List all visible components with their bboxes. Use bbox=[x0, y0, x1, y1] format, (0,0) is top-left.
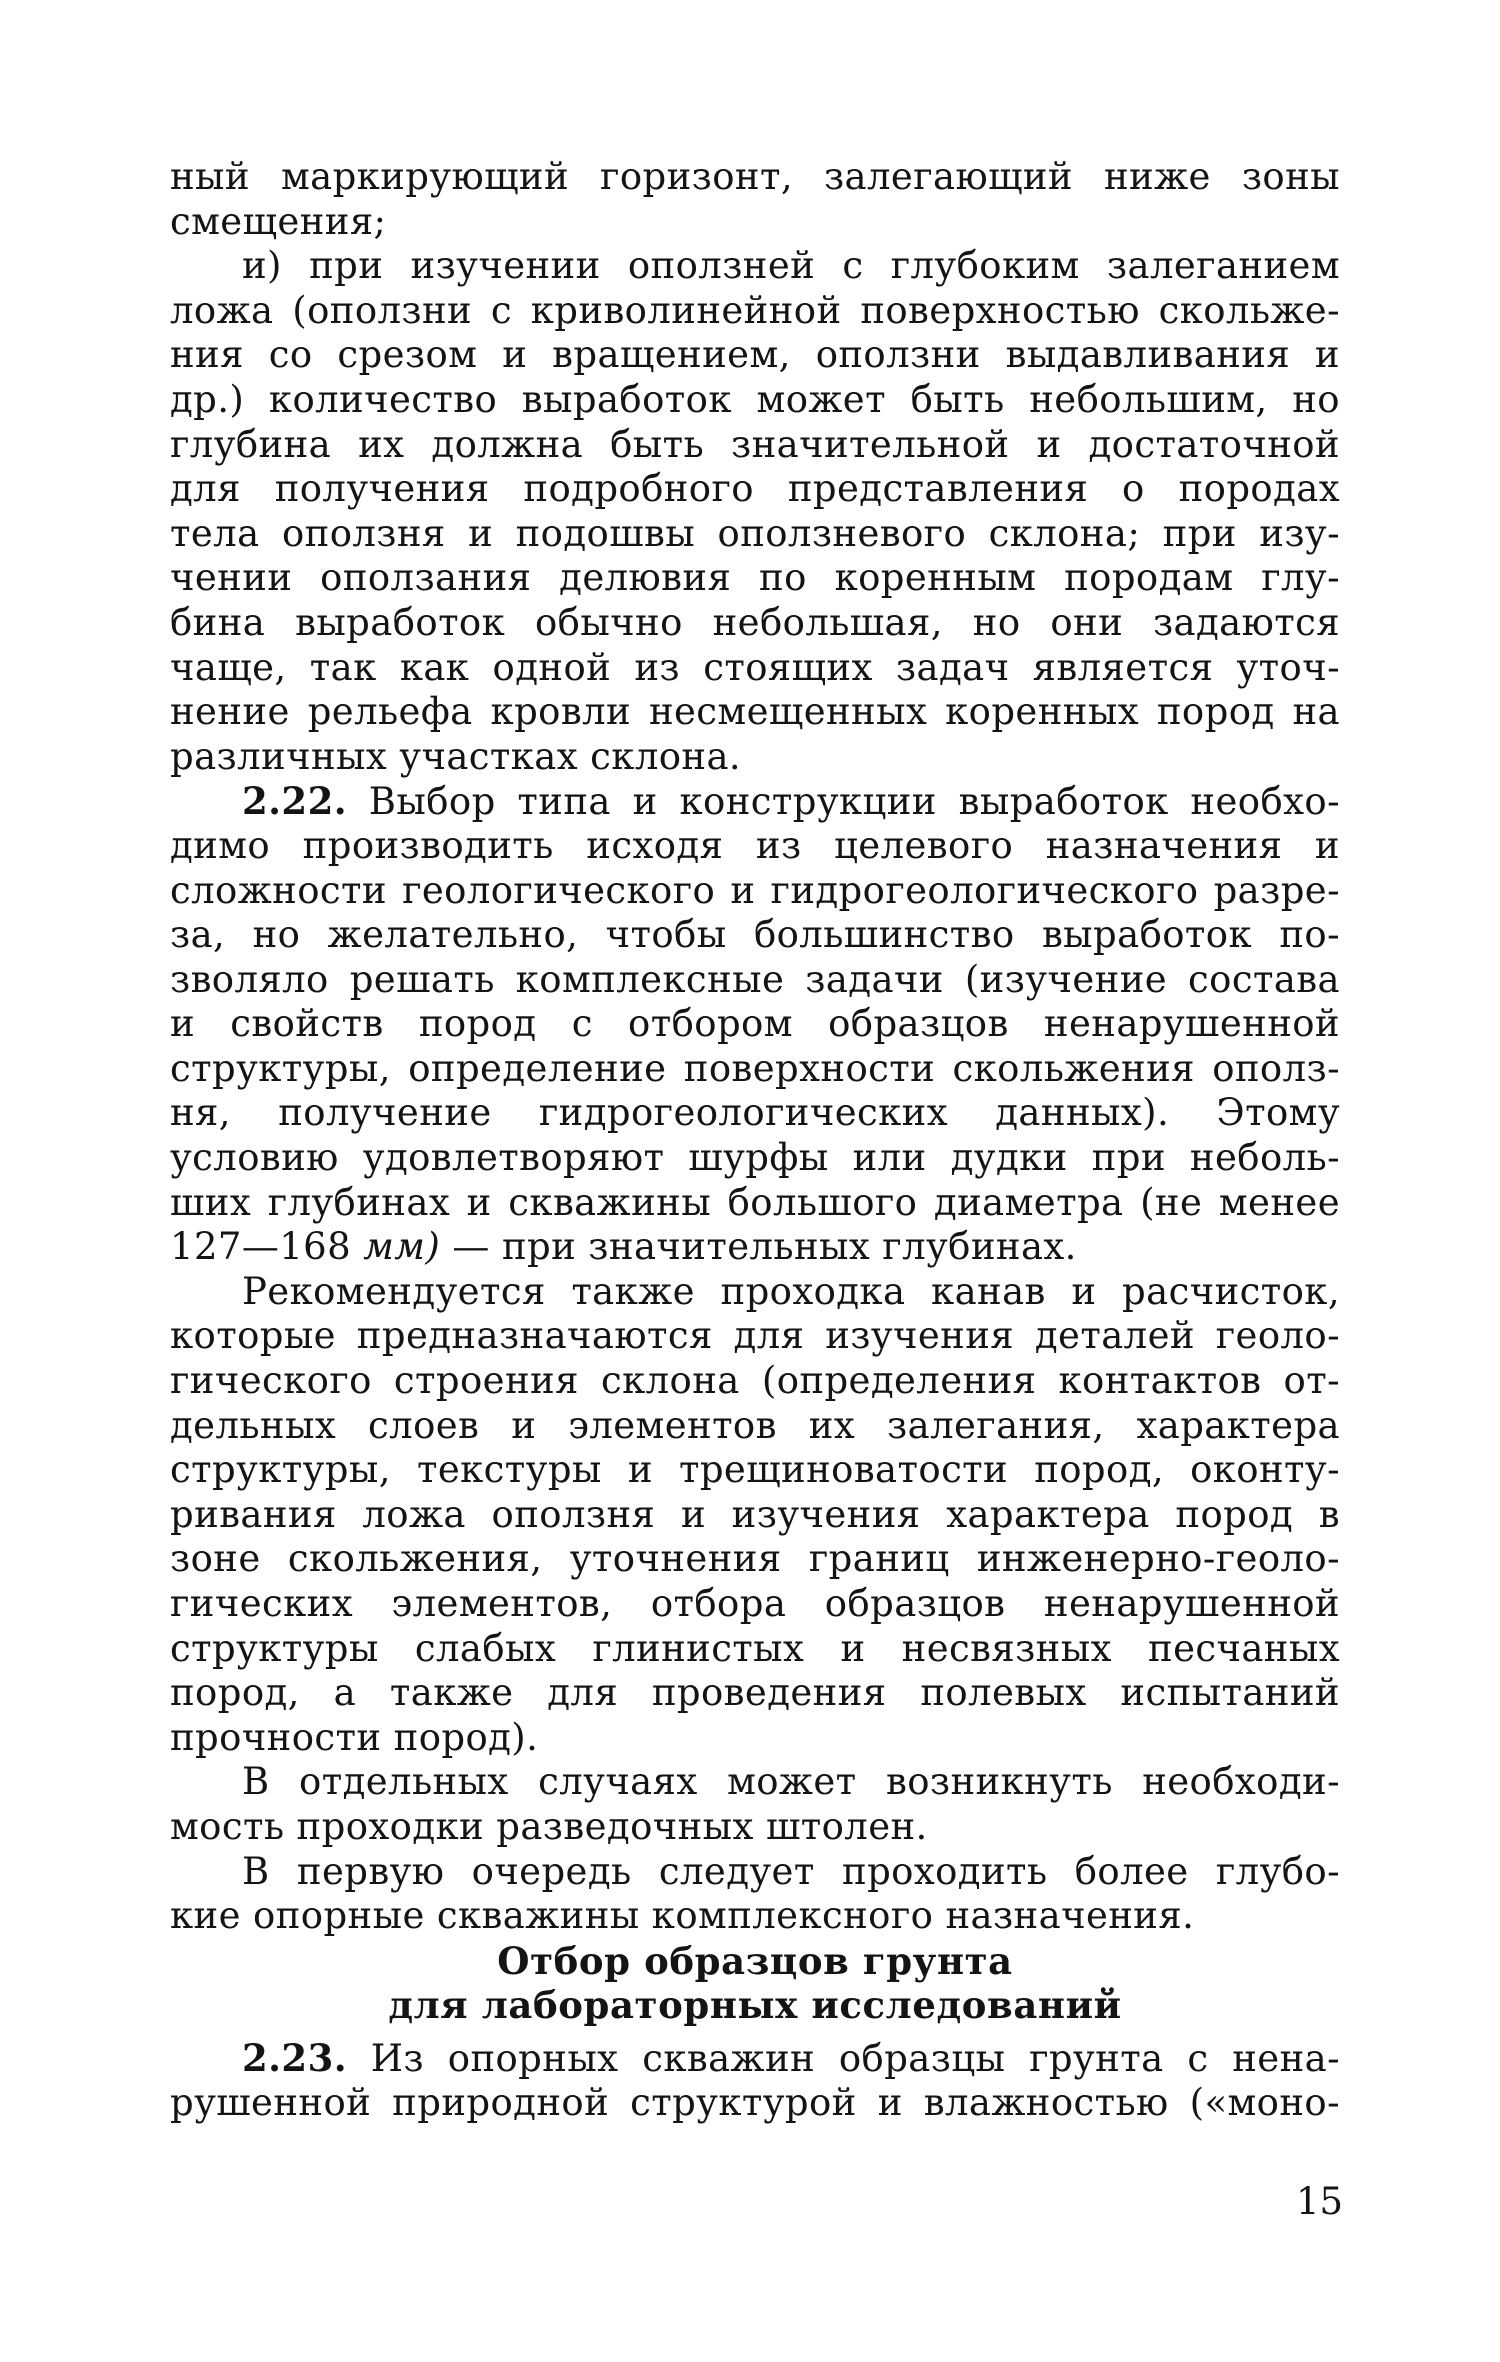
text-line: ния со срезом и вращением, оползни выдавливания и bbox=[170, 333, 1340, 377]
text-line: структуры слабых глинистых и несвязных песчаных bbox=[170, 1626, 1340, 1670]
text-line: мость проходки разведочных штолен. bbox=[170, 1804, 928, 1848]
text-line: ривания ложа оползня и изучения характера пород в bbox=[170, 1492, 1340, 1536]
paragraph-2-22 bbox=[170, 779, 1340, 1270]
text-line: димо производить исходя из целевого назначения и bbox=[170, 823, 1340, 867]
text-line: ших глубинах и скважины большого диаметра (не менее bbox=[170, 1180, 1340, 1224]
text-line: и) при изучении оползней с глубоким залеганием bbox=[242, 244, 1340, 288]
text-line: ный маркирующий горизонт, залегающий ниже зоны bbox=[170, 155, 1340, 198]
text-line: рушенной природной структурой и влажностью («моно- bbox=[170, 2080, 1340, 2124]
text-line: ня, получение гидрогеологических данных). Этому bbox=[170, 1091, 1340, 1135]
section-heading bbox=[170, 1939, 1340, 2028]
text-line: сложности геологического и гидрогеологического разре- bbox=[170, 868, 1340, 912]
section-number: 2.23. bbox=[242, 2035, 347, 2080]
paragraph-6 bbox=[170, 1850, 1340, 1939]
spacer bbox=[170, 2028, 1340, 2036]
text-line: глубина их должна быть значительной и достаточной bbox=[170, 422, 1340, 466]
text-line: В первую очередь следует проходить более глубо- bbox=[242, 1849, 1340, 1893]
text-line bbox=[170, 2036, 1340, 2081]
text-line: дельных слоев и элементов их залегания, характера bbox=[170, 1403, 1340, 1447]
text-line: бина выработок обычно небольшая, но они задаются bbox=[170, 600, 1340, 644]
text-fragment: 127—168 bbox=[170, 1225, 364, 1269]
text-fragment: Выбор типа и конструкции выработок необхо- bbox=[347, 780, 1340, 824]
text-fragment: Из опорных скважин образцы грунта с нена- bbox=[347, 2036, 1340, 2080]
heading-line-1: Отбор образцов грунта bbox=[497, 1938, 1013, 1983]
text-line: которые предназначаются для изучения деталей геоло- bbox=[170, 1314, 1340, 1358]
paragraph-5 bbox=[170, 1760, 1340, 1849]
text-line: различных участках склона. bbox=[170, 734, 742, 778]
text-line: зоне скольжения, уточнения границ инженерно-геоло- bbox=[170, 1537, 1340, 1581]
text-line: гического строения склона (определения контактов от- bbox=[170, 1359, 1340, 1403]
text-line: нение рельефа кровли несмещенных коренных пород на bbox=[170, 690, 1340, 734]
heading-line-2: для лабораторных исследований bbox=[388, 1983, 1122, 2028]
text-line: чении оползания делювия по коренным породам глу- bbox=[170, 556, 1340, 600]
text-line: др.) количество выработок может быть небольшим, но bbox=[170, 377, 1340, 421]
section-number: 2.22. bbox=[242, 779, 347, 824]
paragraph-4 bbox=[170, 1270, 1340, 1761]
page-body bbox=[170, 155, 1340, 2125]
text-line bbox=[170, 779, 1340, 824]
text-line: прочности пород). bbox=[170, 1715, 539, 1759]
text-line: и свойств пород с отбором образцов ненарушенной bbox=[170, 1002, 1340, 1046]
text-line: кие опорные скважины комплексного назначения. bbox=[170, 1894, 1195, 1938]
paragraph-2 bbox=[170, 244, 1340, 779]
paragraph-2-23 bbox=[170, 2036, 1340, 2125]
text-line bbox=[170, 1225, 1340, 1270]
page-number: 15 bbox=[1296, 2180, 1344, 2223]
paragraph-1 bbox=[170, 155, 1340, 244]
unit-text: мм) bbox=[363, 1225, 441, 1269]
text-line: для получения подробного представления о породах bbox=[170, 467, 1340, 511]
text-line: В отдельных случаях может возникнуть необходи- bbox=[242, 1760, 1340, 1804]
text-line: пород, а также для проведения полевых испытаний bbox=[170, 1671, 1340, 1715]
text-line: тела оползня и подошвы оползневого склона; при изу- bbox=[170, 511, 1340, 555]
text-line: Рекомендуется также проходка канав и расчисток, bbox=[242, 1269, 1340, 1313]
text-line: за, но желательно, чтобы большинство выработок по- bbox=[170, 913, 1340, 957]
text-line: зволяло решать комплексные задачи (изучение состава bbox=[170, 957, 1340, 1001]
text-line: ложа (оползни с криволинейной поверхностью скольже- bbox=[170, 288, 1340, 332]
text-line: гических элементов, отбора образцов ненарушенной bbox=[170, 1582, 1340, 1625]
text-line: структуры, текстуры и трещиноватости пород, оконту- bbox=[170, 1448, 1340, 1492]
text-fragment: — при значительных глубинах. bbox=[440, 1225, 1077, 1269]
text-line: структуры, определение поверхности скольжения ополз- bbox=[170, 1046, 1340, 1090]
text-line: условию удовлетворяют шурфы или дудки при неболь- bbox=[170, 1136, 1340, 1180]
text-line: чаще, так как одной из стоящих задач является уточ- bbox=[170, 645, 1340, 689]
text-line: смещения; bbox=[170, 199, 387, 243]
